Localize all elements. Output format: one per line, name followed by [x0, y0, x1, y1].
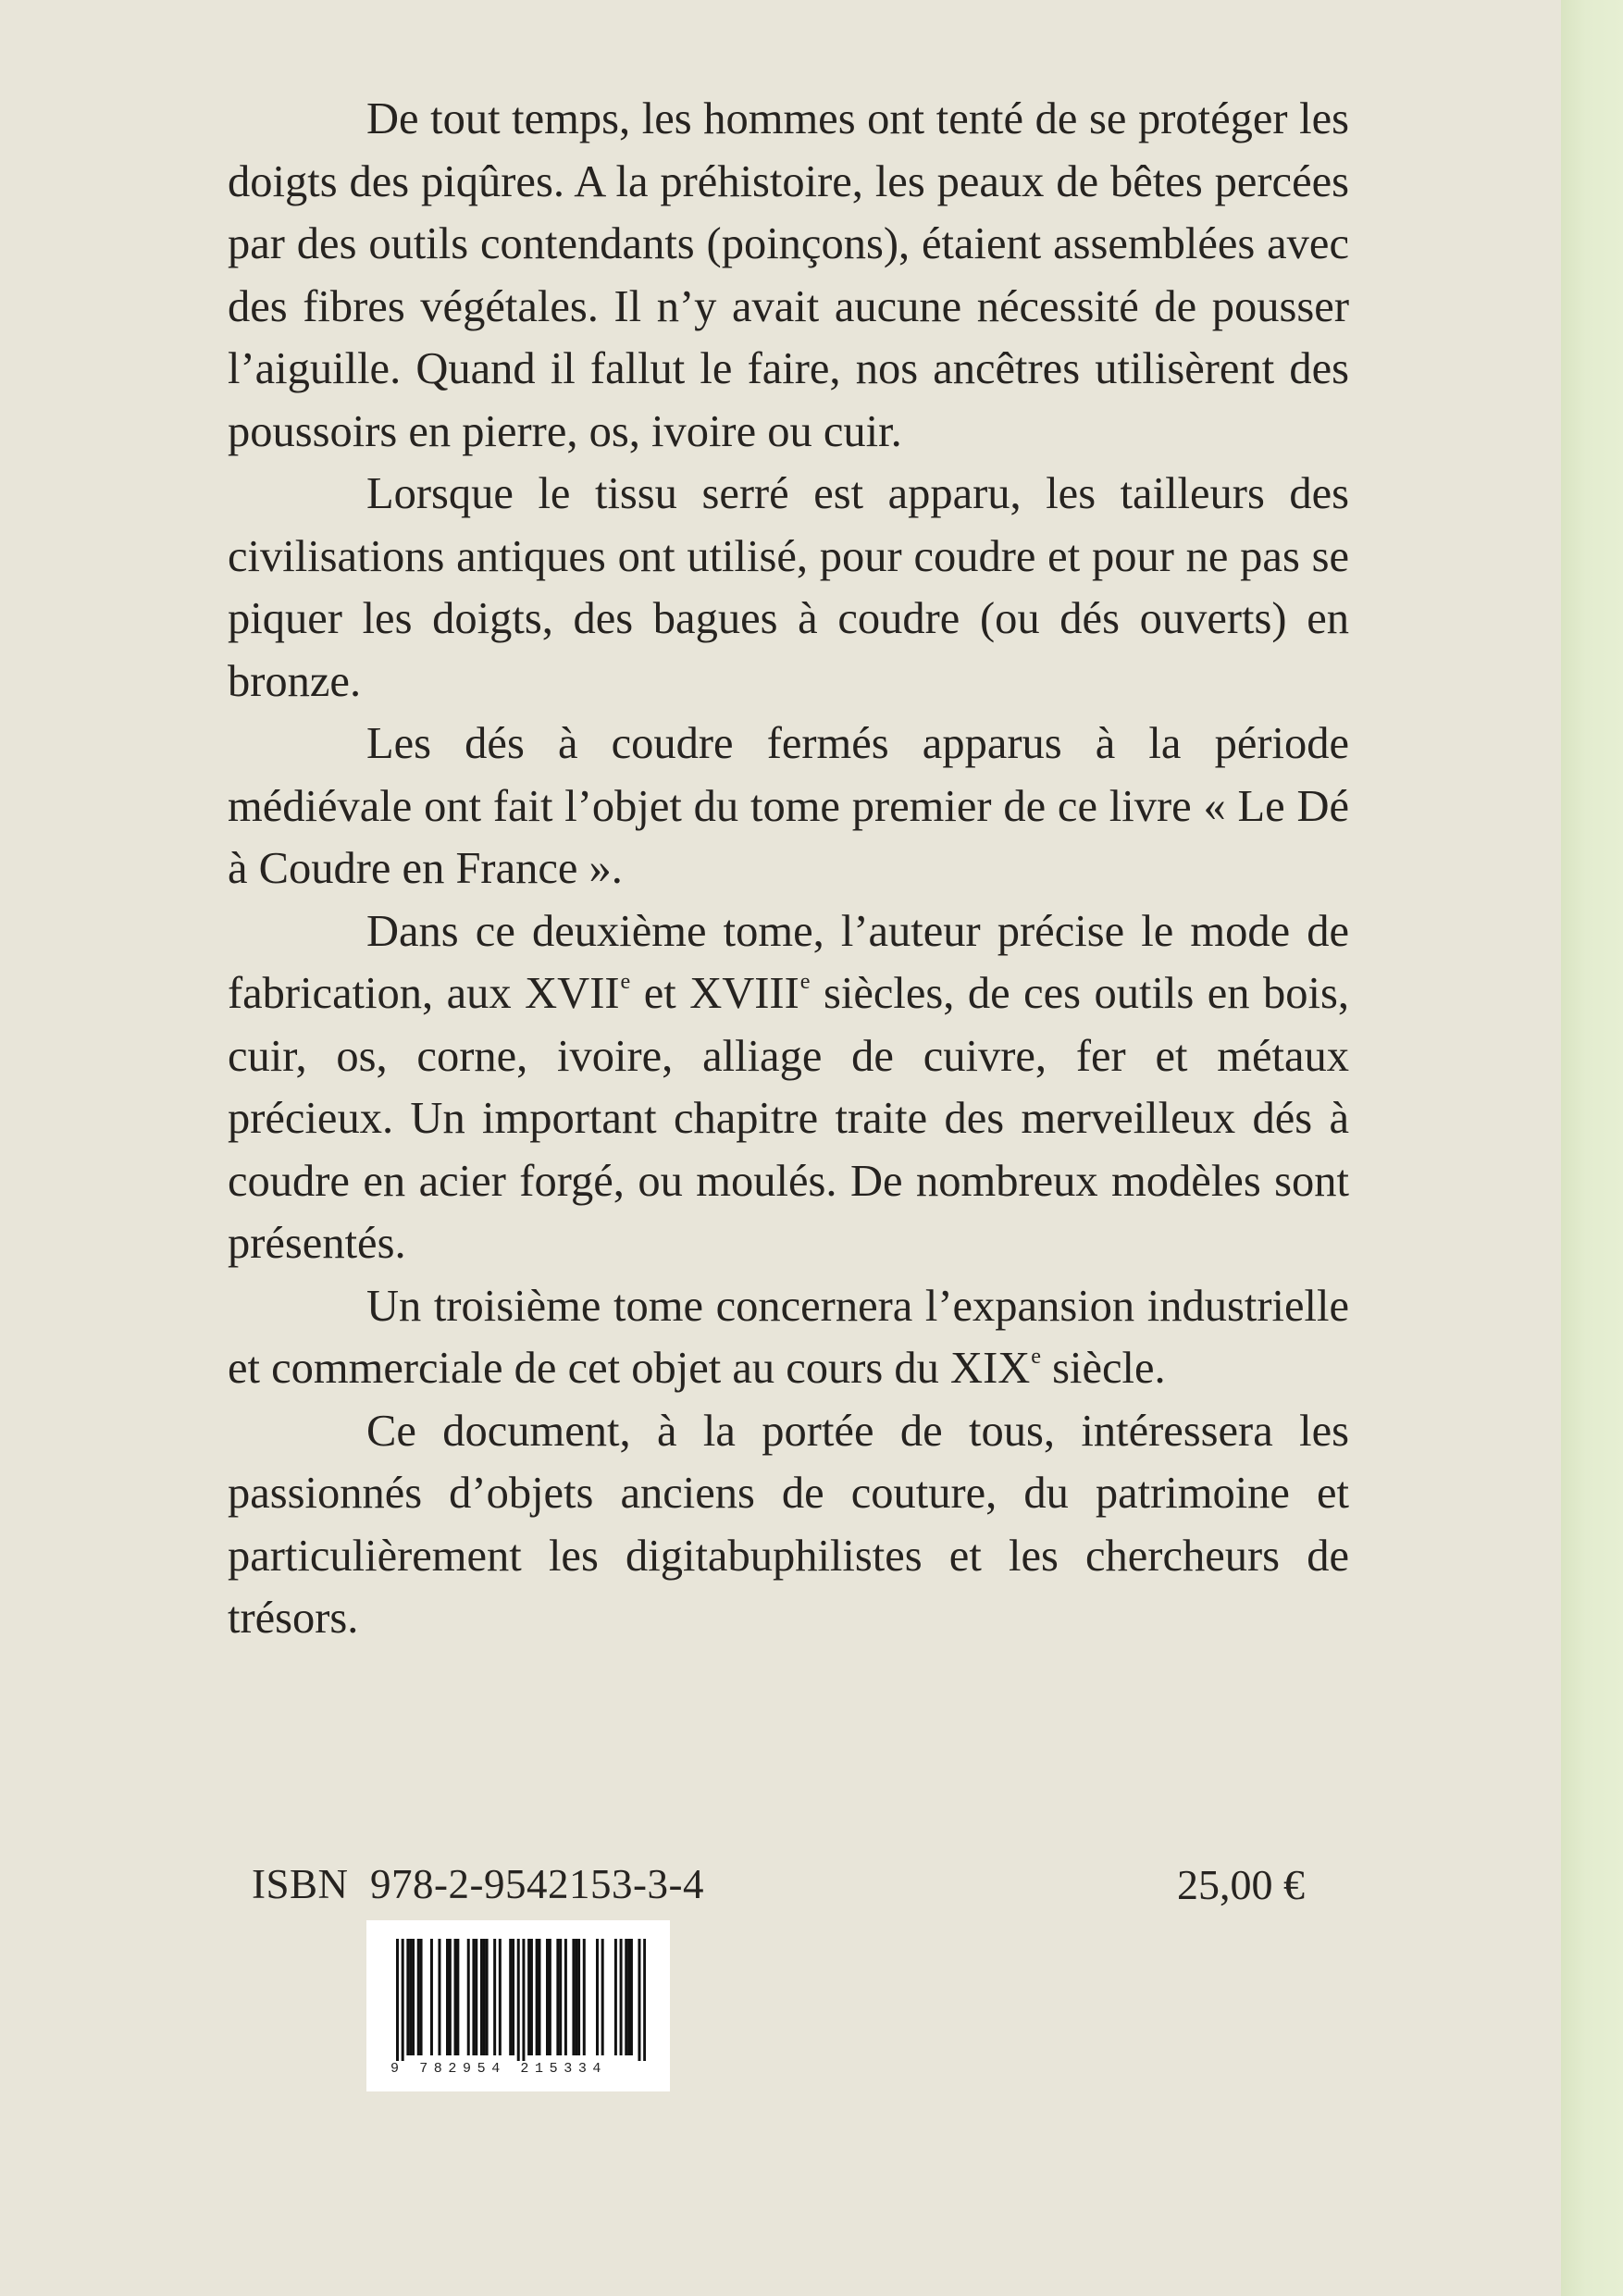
barcode-bar [522, 1939, 525, 2070]
barcode-bar [412, 1939, 415, 2055]
barcode-bar [620, 1939, 623, 2055]
barcode-bar [549, 1939, 551, 2055]
barcode-bar [402, 1939, 404, 2070]
barcode-bar [596, 1939, 599, 2055]
barcode-bar [530, 1939, 533, 2055]
blurb-p5-superscript: e [1031, 1344, 1042, 1370]
barcode-bar [430, 1939, 433, 2055]
blurb-p4-superscript-1: e [620, 969, 631, 995]
barcode-bar [406, 1939, 409, 2055]
barcode-bar [480, 1939, 483, 2055]
blurb-p4-text-b: et XVIII [630, 969, 799, 1018]
blurb-paragraph-3: Les dés à coudre fermés apparus à la période médiévale ont fait l’objet du tome premier de ce livre « Le Dé à Coudre en France ». [228, 719, 1349, 893]
barcode-bar [601, 1939, 604, 2055]
blurb-paragraph-4 [228, 900, 1349, 1275]
barcode-bar [417, 1939, 420, 2055]
barcode-bar [564, 1939, 567, 2055]
barcode-bar [556, 1939, 559, 2055]
blurb-p4-superscript-2: e [799, 969, 811, 995]
barcode-bar [643, 1939, 646, 2070]
barcode-bar [449, 1939, 452, 2055]
barcode-bar [546, 1939, 549, 2055]
barcode-bar [396, 1939, 399, 2070]
barcode-bar [517, 1939, 520, 2070]
barcode-bar [559, 1939, 562, 2055]
barcode-bar [467, 1939, 470, 2055]
price-label: 25,00 € [1177, 1861, 1305, 1908]
barcode-bar [527, 1939, 530, 2055]
cover-edge [1561, 0, 1623, 2296]
blurb-paragraph-5 [228, 1275, 1349, 1400]
barcode-bar [538, 1939, 540, 2055]
barcode-bar [446, 1939, 449, 2055]
barcode-bar [575, 1939, 577, 2055]
blurb-paragraph-2: Lorsque le tissu serré est apparu, les tailleurs des civilisations antiques ont utilisé, pour coudre et pour ne pas se piquer les doigts, des bagues à coudre (ou dés ouverts) en bronze. [228, 469, 1349, 706]
barcode-bar [572, 1939, 575, 2055]
barcode-bar [454, 1939, 457, 2055]
barcode [366, 1920, 670, 2091]
isbn-label: ISBN 978-2-9542153-3-4 [252, 1861, 704, 1907]
barcode-bar [409, 1939, 412, 2055]
barcode-bar [475, 1939, 477, 2055]
cover-blurb [228, 88, 1349, 1650]
barcode-bar [630, 1939, 633, 2055]
barcode-bar [536, 1939, 539, 2055]
barcode-digits: 9 782954 215334 [389, 2061, 659, 2078]
barcode-bar [493, 1939, 496, 2055]
barcode-bar [614, 1939, 617, 2055]
barcode-bar [499, 1939, 502, 2055]
blurb-p4-text-a: Dans ce deuxième tome, l’auteur précise le mode de fabrication, aux XVII [228, 906, 1349, 1018]
blurb-paragraph-1: De tout temps, les hommes ont tenté de se protéger les doigts des piqûres. A la préhistoire, les peaux de bêtes percées par des outils contendants (poinçons), étaient assemblées avec des fibres végétales. Il n’y avait aucune nécessité de pousser l’aiguille. Quand il fallut le faire, nos ancêtres utilisèrent des poussoirs en pierre, os, ivoire ou cuir. [228, 94, 1349, 456]
barcode-bar [583, 1939, 586, 2055]
barcode-bar [486, 1939, 489, 2055]
blurb-p5-text-a: Un troisième tome concernera l’expansion industrielle et commerciale de cet objet au cours du XIX [228, 1281, 1349, 1393]
barcode-bar [577, 1939, 580, 2055]
barcode-bar [483, 1939, 486, 2055]
barcode-bars [396, 1939, 646, 2070]
barcode-bar [438, 1939, 440, 2055]
barcode-bar [625, 1939, 627, 2055]
barcode-bar [509, 1939, 512, 2055]
blurb-p5-text-b: siècle. [1041, 1344, 1166, 1393]
blurb-paragraph-6: Ce document, à la portée de tous, intéressera les passionnés d’objets anciens de couture, du patrimoine et particulièrement les digitabuphilistes et les chercheurs de trésors. [228, 1406, 1349, 1643]
barcode-bar [472, 1939, 475, 2055]
barcode-bar [420, 1939, 423, 2055]
barcode-bar [456, 1939, 459, 2055]
barcode-bar [638, 1939, 640, 2070]
barcode-bar [627, 1939, 630, 2055]
barcode-bar [512, 1939, 514, 2055]
blurb-p4-text-c: siècles, de ces outils en bois, cuir, os, corne, ivoire, alliage de cuivre, fer et métaux précieux. Un important chapitre traite des merveilleux dés à coudre en acier forgé, ou moulés. De nombreux modèles sont présentés. [228, 969, 1349, 1268]
